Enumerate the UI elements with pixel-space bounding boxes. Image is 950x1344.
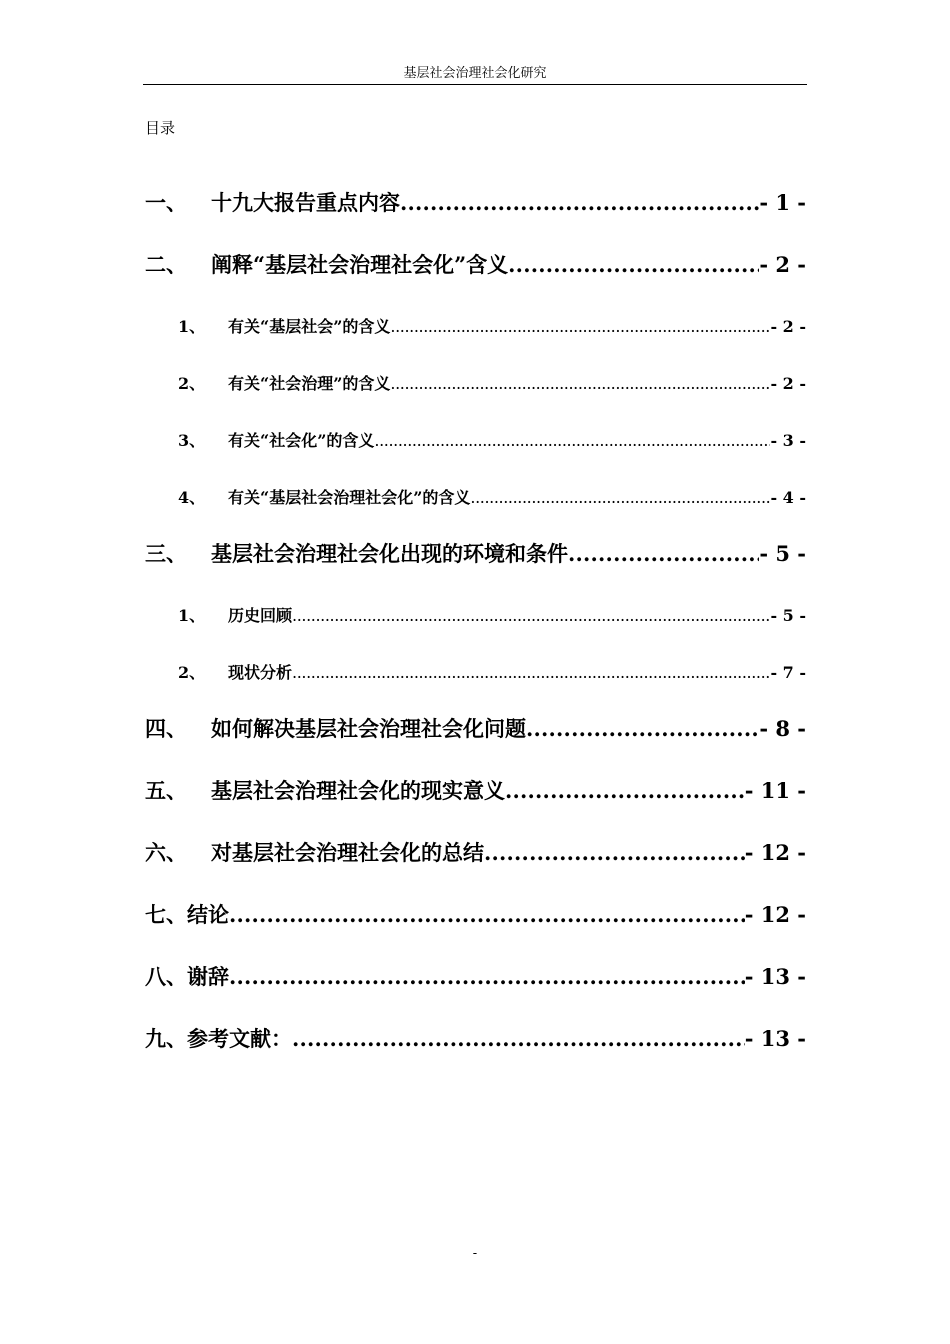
toc-entry-number: 七、	[145, 902, 187, 927]
toc-entry-number: 四、	[145, 716, 187, 741]
toc-entry-page: - 12 -	[744, 902, 806, 927]
toc-entry-label: 结论	[187, 902, 229, 927]
toc-entry-number: 八、	[145, 964, 187, 989]
toc-entry-label: 如何解决基层社会治理社会化问题	[211, 716, 526, 741]
toc-entry[interactable]	[145, 539, 806, 569]
toc-entry[interactable]	[145, 838, 806, 868]
toc-entry-page: - 13 -	[744, 964, 806, 989]
toc-dot-leader	[229, 962, 745, 992]
toc-entry-page: - 12 -	[744, 840, 806, 865]
toc-entry-page: - 5 -	[759, 541, 806, 566]
toc-entry-page: - 1 -	[759, 190, 806, 215]
toc-entry-number: 五、	[145, 778, 187, 803]
toc-dot-leader	[505, 776, 745, 806]
toc-dot-leader	[526, 714, 759, 744]
toc-entry[interactable]	[145, 1024, 806, 1054]
toc-subentry[interactable]	[178, 604, 806, 628]
toc-subentry[interactable]	[178, 661, 806, 685]
toc-entry-page: - 4 -	[770, 488, 806, 507]
toc-dot-leader	[508, 250, 759, 280]
toc-entry[interactable]	[145, 188, 806, 218]
toc-entry-number: 九、	[145, 1026, 187, 1051]
toc-entry-label: 对基层社会治理社会化的总结	[211, 840, 484, 865]
toc-subentry[interactable]	[178, 486, 806, 510]
toc-entry-number: 六、	[145, 840, 187, 865]
toc-title: 目录	[145, 119, 176, 137]
toc-entry-label: 参考文献：	[187, 1026, 292, 1051]
toc-entry[interactable]	[145, 962, 806, 992]
toc-dot-leader	[292, 1024, 745, 1054]
toc-entry-page: - 13 -	[744, 1026, 806, 1051]
toc-entry-label: 谢辞	[187, 964, 229, 989]
toc-entry-label: 有关“社会治理”的含义	[228, 374, 391, 393]
toc-entry-page: - 11 -	[744, 778, 806, 803]
toc-entry-number: 三、	[145, 541, 187, 566]
running-title: 基层社会治理社会化研究	[403, 66, 547, 81]
toc-subentry[interactable]	[178, 372, 806, 396]
toc-entry-number: 1、	[178, 317, 206, 336]
toc-entry-page: - 5 -	[770, 606, 806, 625]
toc-dot-leader	[374, 429, 770, 453]
toc-entry-label: 基层社会治理社会化的现实意义	[211, 778, 505, 803]
toc-entry-number: 2、	[178, 374, 206, 393]
toc-entry-number: 一、	[145, 190, 187, 215]
toc-dot-leader	[292, 661, 770, 685]
toc-dot-leader	[390, 315, 770, 339]
toc-entry-page: - 3 -	[770, 431, 806, 450]
toc-entry-number: 4、	[178, 488, 206, 507]
toc-entry-number: 二、	[145, 252, 187, 277]
toc-entry[interactable]	[145, 250, 806, 280]
toc-entry[interactable]	[145, 776, 806, 806]
page-footer	[0, 1246, 950, 1261]
toc-dot-leader	[568, 539, 759, 569]
toc-entry[interactable]	[145, 714, 806, 744]
toc-dot-leader	[390, 372, 770, 396]
toc-dot-leader	[400, 188, 759, 218]
toc-entry-page: - 2 -	[770, 317, 806, 336]
toc-entry-page: - 8 -	[759, 716, 806, 741]
toc-dot-leader	[484, 838, 745, 868]
toc-entry-label: 有关“社会化”的含义	[228, 431, 375, 450]
toc-entry-label: 有关“基层社会”的含义	[228, 317, 391, 336]
toc-entry-label: 基层社会治理社会化出现的环境和条件	[211, 541, 568, 566]
toc-entry-number: 1、	[178, 606, 206, 625]
toc-entry-label: 历史回顾	[228, 606, 293, 625]
toc-entry-label: 有关“基层社会治理社会化”的含义	[228, 488, 471, 507]
toc-entry-page: - 2 -	[759, 252, 806, 277]
toc-subentry[interactable]	[178, 315, 806, 339]
toc-entry-number: 2、	[178, 663, 206, 682]
toc-dot-leader	[292, 604, 770, 628]
toc-entry-label: 十九大报告重点内容	[211, 190, 400, 215]
toc-dot-leader	[470, 486, 770, 510]
toc-entry-number: 3、	[178, 431, 206, 450]
toc-entry-label: 阐释“基层社会治理社会化”含义	[211, 252, 509, 277]
toc-entry[interactable]	[145, 900, 806, 930]
page-number-marker: -	[472, 1246, 478, 1261]
toc-subentry[interactable]	[178, 429, 806, 453]
toc-entry-page: - 2 -	[770, 374, 806, 393]
toc-entry-label: 现状分析	[228, 663, 293, 682]
toc-entry-page: - 7 -	[770, 663, 806, 682]
toc-dot-leader	[229, 900, 745, 930]
